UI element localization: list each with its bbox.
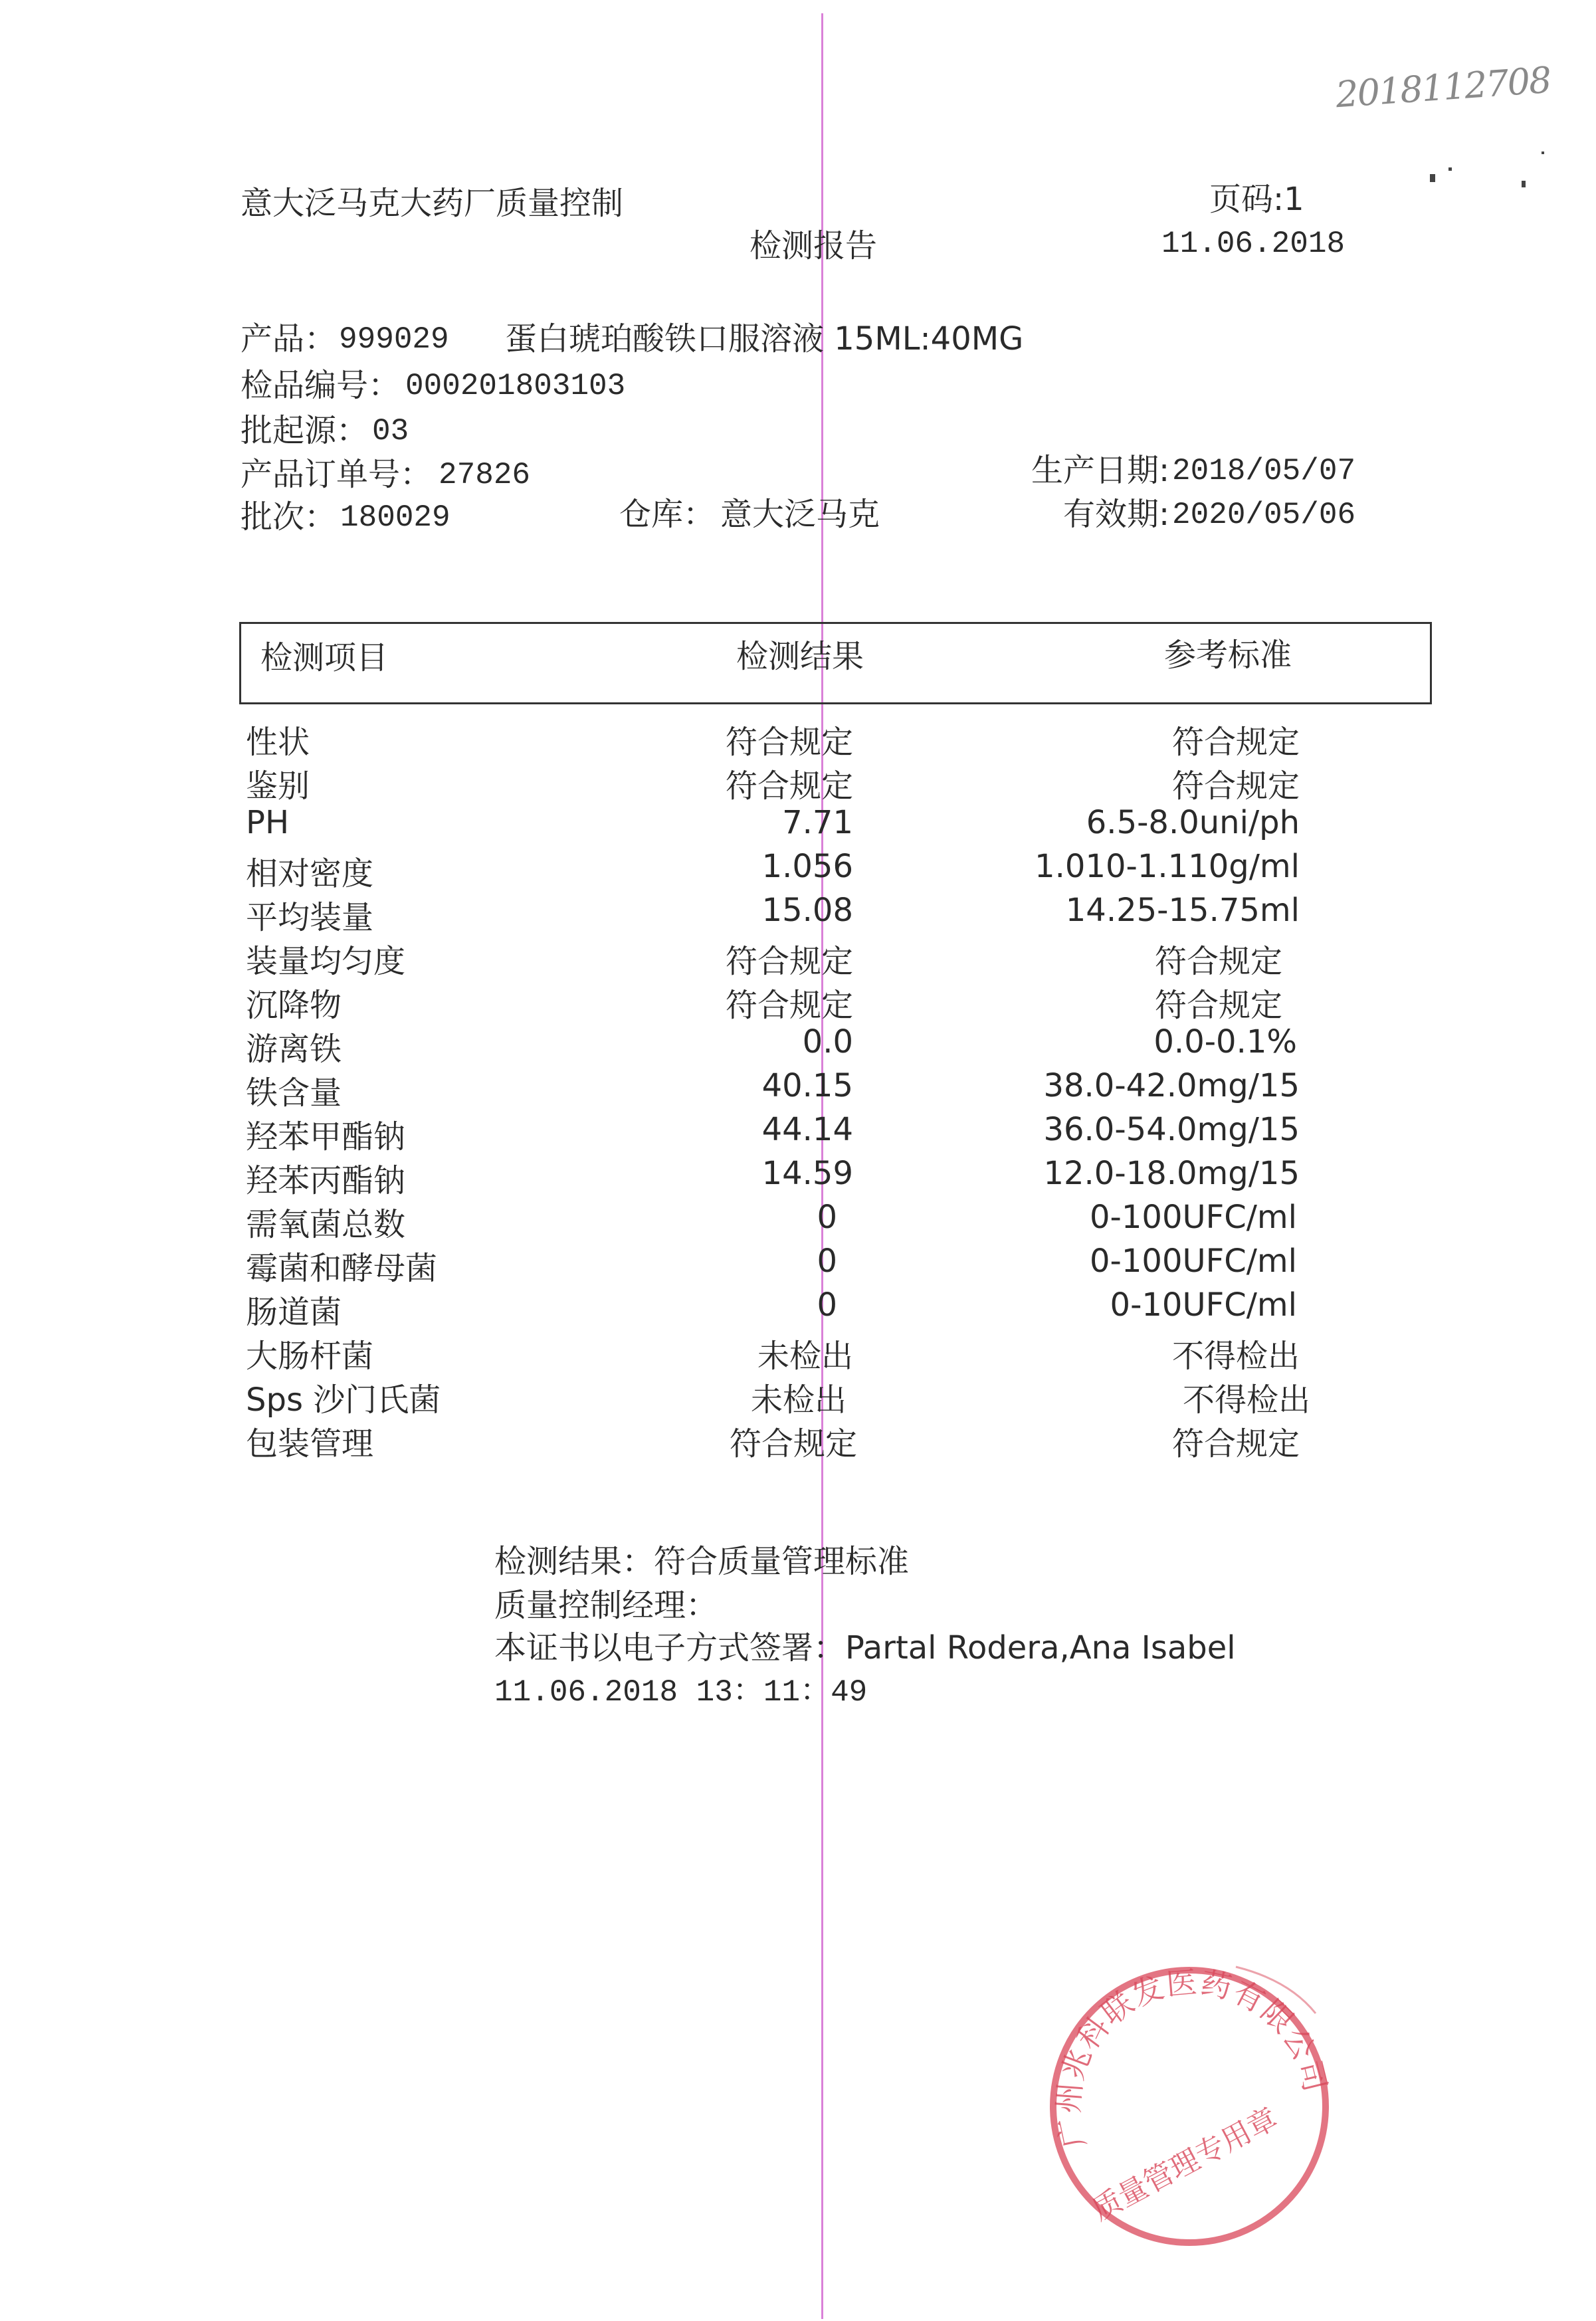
table-header-item: 检测项目	[260, 639, 389, 676]
row-result: 符合规定	[725, 987, 853, 1024]
row-item: 肠道菌	[246, 1294, 342, 1331]
row-result: 14.59	[761, 1155, 853, 1192]
product-label: 产品：	[241, 320, 337, 357]
row-item: 游离铁	[246, 1031, 342, 1068]
scan-mark	[1430, 174, 1435, 182]
row-item: 大肠杆菌	[246, 1338, 374, 1375]
table-row	[0, 1418, 1596, 1463]
warehouse-label: 仓库：	[619, 496, 716, 533]
table-row	[0, 848, 1596, 892]
row-result: 40.15	[761, 1067, 853, 1104]
conclusion-result: 检测结果：符合质量管理标准	[494, 1543, 910, 1580]
row-standard: 符合规定	[1171, 724, 1300, 761]
row-result: 1.056	[761, 848, 853, 885]
row-item: 霉菌和酵母菌	[246, 1250, 438, 1287]
table-row	[0, 1330, 1596, 1375]
table-row	[0, 1286, 1596, 1331]
row-item: 需氧菌总数	[246, 1206, 406, 1243]
row-item: 性状	[246, 724, 310, 761]
report-date: 11.06.2018	[1161, 227, 1346, 261]
row-item: 包装管理	[246, 1425, 374, 1463]
table-header-result: 检测结果	[736, 638, 864, 675]
row-item: PH	[246, 804, 290, 841]
expiry-label: 有效期:	[1063, 496, 1170, 533]
row-standard: 1.010-1.110g/ml	[1035, 848, 1300, 885]
table-row	[0, 1111, 1596, 1156]
row-item: 沉降物	[246, 987, 342, 1024]
row-result: 符合规定	[725, 767, 853, 805]
table-row	[0, 1243, 1596, 1287]
table-row	[0, 892, 1596, 936]
table-row	[0, 1067, 1596, 1112]
batch-number: 180029	[340, 500, 450, 535]
row-result: 符合规定	[725, 943, 853, 980]
row-result: 7.71	[782, 804, 853, 841]
scan-mark	[1542, 151, 1544, 154]
row-item: 羟苯甲酯钠	[246, 1118, 406, 1156]
sample-no-label: 检品编号：	[241, 367, 401, 404]
batch-source: 03	[372, 414, 409, 449]
row-result: 未检出	[750, 1381, 847, 1419]
table-row	[0, 936, 1596, 980]
table-row	[0, 1023, 1596, 1068]
row-standard: 符合规定	[1171, 767, 1300, 805]
table-row	[0, 760, 1596, 805]
row-standard: 36.0-54.0mg/15	[1043, 1111, 1300, 1148]
table-header-standard: 参考标准	[1164, 637, 1292, 674]
row-standard: 14.25-15.75ml	[1065, 892, 1300, 929]
row-result: 符合规定	[725, 724, 853, 761]
table-row	[0, 716, 1596, 761]
table-row	[0, 1155, 1596, 1199]
table-row	[0, 804, 1596, 844]
row-result: 44.14	[761, 1111, 853, 1148]
expiry-date: 2020/05/06	[1172, 498, 1356, 532]
warehouse-name: 意大泛马克	[720, 496, 880, 533]
product-name: 蛋白琥珀酸铁口服溶液 15ML:40MG	[505, 320, 1024, 357]
scan-mark	[1522, 181, 1526, 187]
company-name: 意大泛马克大药厂质量控制	[241, 185, 624, 222]
row-standard: 12.0-18.0mg/15	[1043, 1155, 1300, 1192]
row-result: 0	[817, 1199, 837, 1236]
row-standard: 0.0-0.1%	[1153, 1023, 1297, 1060]
row-standard: 不得检出	[1182, 1381, 1310, 1419]
row-standard: 符合规定	[1171, 1425, 1300, 1463]
row-standard: 不得检出	[1171, 1338, 1300, 1375]
row-standard: 符合规定	[1154, 987, 1282, 1024]
row-item: Sps 沙门氏菌	[246, 1381, 441, 1419]
table-row	[0, 1374, 1596, 1419]
page-number: 页码:1	[1209, 181, 1304, 218]
electronic-signature-line: 本证书以电子方式签署：Partal Rodera,Ana Isabel	[494, 1629, 1236, 1666]
company-seal	[1037, 1954, 1342, 2259]
production-date: 2018/05/07	[1172, 454, 1356, 488]
row-result: 0	[817, 1243, 837, 1280]
scan-mark	[1448, 167, 1452, 171]
row-result: 0	[817, 1286, 837, 1324]
handwritten-note: 2018112708	[1334, 58, 1552, 116]
product-code: 999029	[339, 322, 449, 357]
seal-inner-text: 质量管理专用章	[1086, 2101, 1284, 2228]
row-standard: 0-100UFC/ml	[1090, 1199, 1297, 1236]
signature-timestamp: 11.06.2018 13：11：49	[494, 1675, 868, 1710]
row-item: 羟苯丙酯钠	[246, 1162, 406, 1199]
row-result: 未检出	[757, 1338, 853, 1375]
row-standard: 符合规定	[1154, 943, 1282, 980]
row-item: 相对密度	[246, 855, 374, 892]
row-item: 装量均匀度	[246, 943, 406, 980]
batch-source-label: 批起源：	[241, 412, 369, 449]
row-result: 符合规定	[729, 1425, 857, 1463]
table-row	[0, 1199, 1596, 1243]
row-result: 15.08	[761, 892, 853, 929]
row-item: 铁含量	[246, 1074, 342, 1112]
row-standard: 0-100UFC/ml	[1090, 1243, 1297, 1280]
row-standard: 38.0-42.0mg/15	[1043, 1067, 1300, 1104]
row-item: 鉴别	[246, 767, 310, 805]
row-standard: 6.5-8.0uni/ph	[1086, 804, 1300, 841]
production-date-label: 生产日期:	[1031, 452, 1170, 489]
row-item: 平均装量	[246, 899, 374, 936]
table-row	[0, 979, 1596, 1024]
order-no-label: 产品订单号：	[241, 456, 433, 493]
seal-outer-text: 广州兆科联发医药有限公司	[1050, 1964, 1334, 2152]
row-standard: 0-10UFC/ml	[1110, 1286, 1297, 1324]
batch-label: 批次：	[241, 498, 337, 536]
report-title: 检测报告	[749, 227, 878, 264]
order-no: 27826	[439, 458, 531, 492]
quality-manager-line: 质量控制经理：	[494, 1587, 718, 1624]
row-result: 0.0	[802, 1023, 853, 1060]
sample-no: 000201803103	[405, 369, 626, 403]
